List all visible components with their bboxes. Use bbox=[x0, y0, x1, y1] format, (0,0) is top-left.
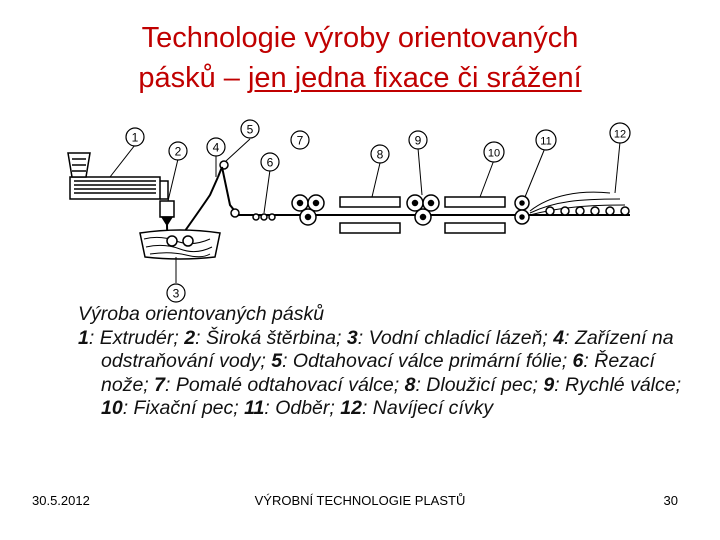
svg-text:3: 3 bbox=[172, 286, 180, 301]
svg-text:12: 12 bbox=[613, 128, 627, 141]
legend-num: 8 bbox=[404, 373, 416, 396]
callout-10 bbox=[484, 142, 504, 162]
title-line-2 bbox=[40, 58, 680, 98]
callout-5 bbox=[241, 120, 259, 138]
svg-text:1: 1 bbox=[131, 130, 139, 145]
legend-num: 11 bbox=[244, 397, 265, 419]
footer-course-name: VÝROBNÍ TECHNOLOGIE PLASTŮ bbox=[254, 493, 466, 508]
callout-4 bbox=[207, 138, 225, 156]
slow-rolls-shape bbox=[292, 195, 324, 225]
svg-text:2: 2 bbox=[174, 144, 182, 159]
page-number: 30 bbox=[663, 493, 678, 508]
legend-text: Dloužicí pec bbox=[426, 373, 533, 396]
svg-text:10: 10 bbox=[487, 147, 501, 160]
legend-num: 7 bbox=[154, 373, 165, 396]
callout-12 bbox=[610, 123, 630, 143]
title-line-2-underlined: jen jedna fixace či srážení bbox=[247, 62, 582, 94]
caption-heading: Výroba orientovaných pásků bbox=[78, 303, 325, 325]
title-line-1: Technologie výroby orientovaných bbox=[141, 22, 579, 54]
take-off-shape bbox=[515, 196, 529, 224]
legend-text: Navíjecí cívky bbox=[372, 397, 494, 419]
legend-num: 3 bbox=[346, 326, 358, 349]
title-line-2-plain: pásků – bbox=[138, 62, 248, 94]
diagram-caption bbox=[78, 303, 698, 421]
legend-num: 6 bbox=[572, 350, 584, 372]
svg-text:4: 4 bbox=[212, 140, 220, 155]
legend-text: Rychlé válce bbox=[565, 373, 676, 396]
production-line-diagram bbox=[60, 115, 650, 305]
callout-3 bbox=[167, 284, 185, 302]
svg-text:6: 6 bbox=[266, 155, 274, 170]
legend-text: Extrudér bbox=[99, 326, 174, 349]
legend-text: Pomalé odtahovací válce bbox=[175, 373, 394, 396]
legend-text: Vodní chladicí lázeň bbox=[368, 326, 543, 349]
callout-9 bbox=[409, 131, 427, 149]
callout-2 bbox=[169, 142, 187, 160]
legend-num: 1 bbox=[78, 326, 89, 349]
svg-text:11: 11 bbox=[540, 135, 552, 148]
legend-text: Řezací nože bbox=[101, 350, 655, 396]
callout-1 bbox=[126, 128, 144, 146]
legend-num: 9 bbox=[543, 373, 555, 396]
legend-num: 10 bbox=[101, 397, 123, 419]
legend-num: 12 bbox=[340, 397, 362, 419]
legend-text: Fixační pec bbox=[133, 397, 234, 419]
svg-text:7: 7 bbox=[296, 133, 304, 148]
legend-num: 5 bbox=[271, 350, 283, 372]
cutter-shape bbox=[253, 214, 275, 220]
callout-8 bbox=[371, 145, 389, 163]
legend-num: 2 bbox=[184, 326, 196, 349]
callout-7 bbox=[291, 131, 309, 149]
svg-text:5: 5 bbox=[246, 122, 254, 137]
svg-text:9: 9 bbox=[414, 133, 422, 148]
slide-title bbox=[40, 18, 680, 98]
extruder-shape bbox=[68, 153, 168, 199]
legend-text: Odběr bbox=[275, 397, 330, 419]
callout-6 bbox=[261, 153, 279, 171]
fast-rolls-shape bbox=[407, 195, 439, 225]
callout-11 bbox=[536, 130, 556, 150]
legend-num: 4 bbox=[553, 326, 565, 349]
die-shape bbox=[160, 201, 174, 225]
caption-legend: 1: Extrudér; 2: Široká štěrbina; 3: Vodní chladicí lázeň; 4: Zařízení na odstraňování vody; 5: Odtahovací válce primární fólie; 6: Řezací nože; 7: Pomalé odtahovací válce; 8: Dloužicí pec; 9: Rychlé válce; 10: Fixační pec; 11: Odběr; 12: Navíjecí cívky bbox=[78, 326, 682, 419]
svg-text:8: 8 bbox=[376, 147, 384, 162]
legend-text: Zařízení na odstraňování vody bbox=[101, 326, 674, 372]
winders-shape bbox=[530, 192, 629, 215]
legend-text: Široká štěrbina bbox=[205, 326, 337, 349]
water-bath-shape bbox=[140, 230, 220, 283]
footer-date: 30.5.2012 bbox=[32, 493, 90, 508]
legend-text: Odtahovací válce primární fólie bbox=[292, 350, 562, 372]
